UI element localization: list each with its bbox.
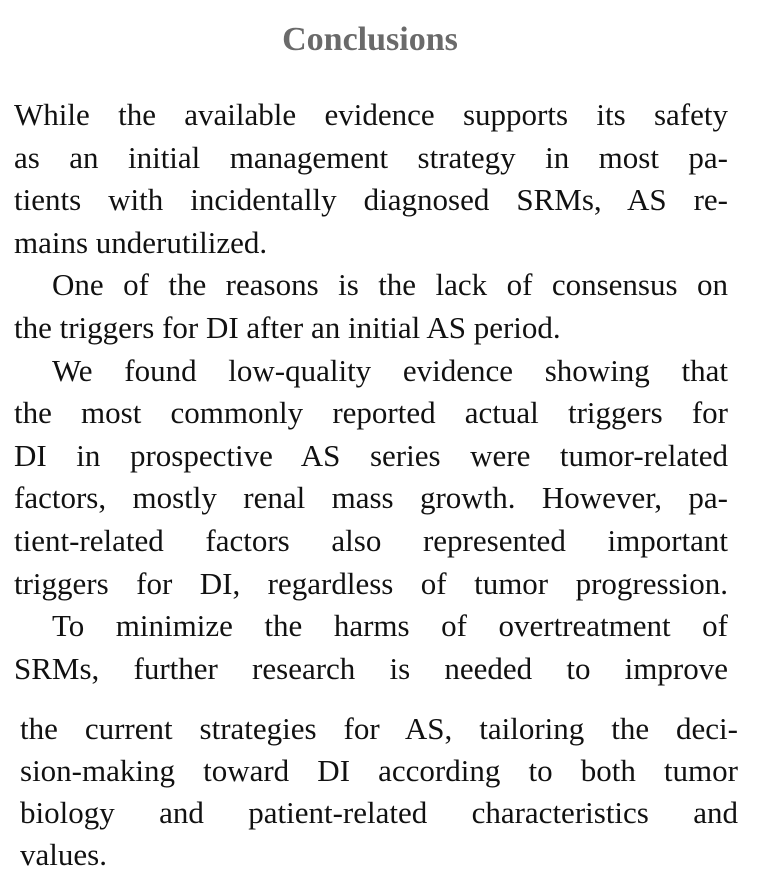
text-line: We found low-quality evidence showing that xyxy=(52,352,728,388)
text-line: factors, mostly renal mass growth. However, pa- xyxy=(14,480,728,516)
text-line: biology and patient-related characteristics and xyxy=(20,795,738,830)
conclusions-text-bottom xyxy=(20,708,738,876)
text-line: DI in prospective AS series were tumor-related xyxy=(14,437,728,473)
text-line: the current strategies for AS, tailoring the deci- xyxy=(20,711,738,746)
text-line: triggers for DI, regardless of tumor progression. xyxy=(14,565,728,601)
text-line: sion-making toward DI according to both tumor xyxy=(20,753,738,788)
text-line: While the available evidence supports its safety xyxy=(14,97,728,132)
conclusions-text-top xyxy=(14,94,728,690)
text-line: values. xyxy=(20,837,107,872)
text-line: as an initial management strategy in most pa- xyxy=(14,139,728,175)
text-line: tients with incidentally diagnosed SRMs, AS re- xyxy=(14,182,728,218)
text-line: the triggers for DI after an initial AS period. xyxy=(14,309,561,345)
text-line: To minimize the harms of overtreatment of xyxy=(52,608,728,644)
text-line: the most commonly reported actual triggers for xyxy=(14,395,728,431)
section-heading: Conclusions xyxy=(282,21,458,58)
text-line: mains underutilized. xyxy=(14,224,268,260)
text-line: SRMs, further research is needed to improve xyxy=(14,650,728,686)
text-line: tient-related factors also represented important xyxy=(14,522,728,558)
text-line: One of the reasons is the lack of consensus on xyxy=(52,267,728,303)
